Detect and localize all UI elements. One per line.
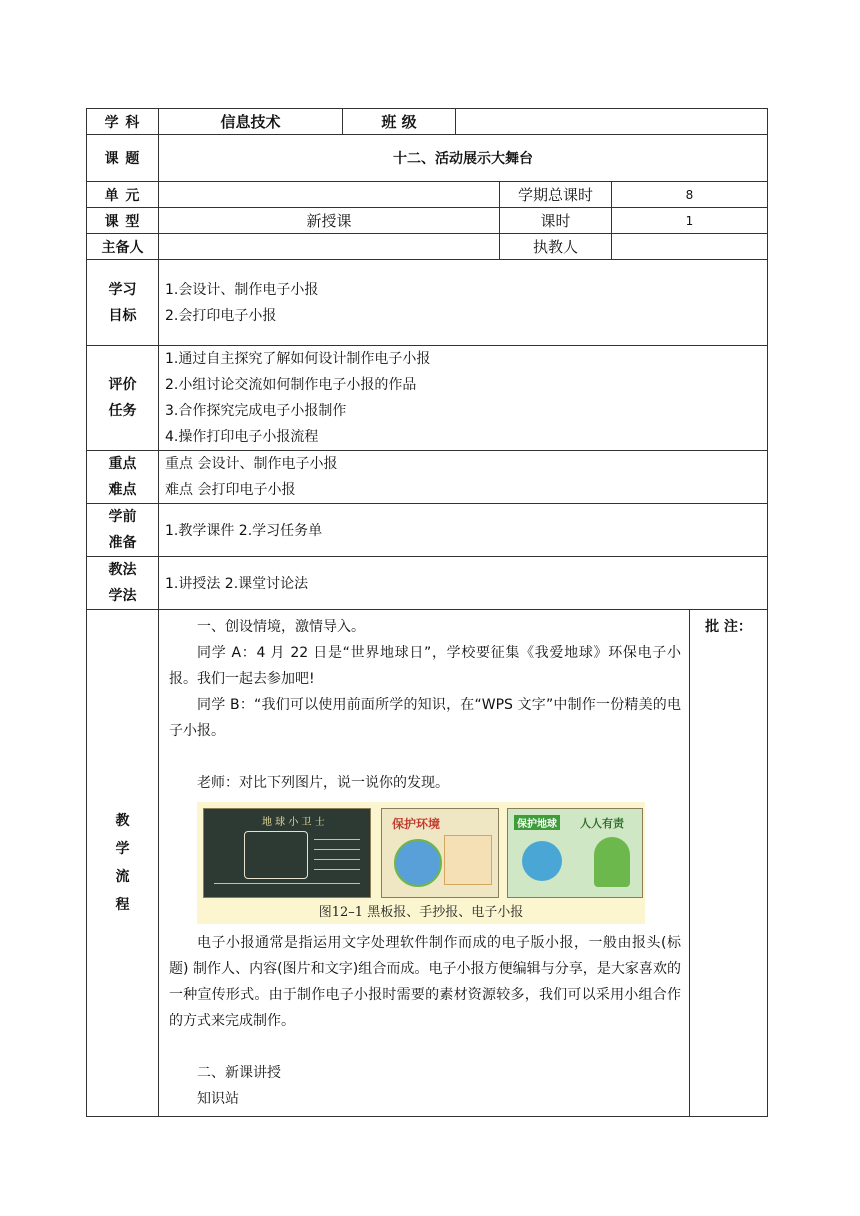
keypoint-item: 重点 会设计、制作电子小报 [165,456,338,472]
evaluation-item: 2.小组讨论交流如何制作电子小报的作品 [165,377,417,393]
tree-drawing [594,837,630,887]
preparer-label: 主备人 [87,234,159,260]
preparation-content: 1.教学课件 2.学习任务单 [159,504,768,557]
evaluation-item: 1.通过自主探究了解如何设计制作电子小报 [165,351,431,367]
process-paragraph: 二、新课讲授 [197,1065,281,1081]
preparation-label-line2: 准备 [108,535,137,551]
hours-label: 课时 [500,208,612,234]
process-paragraph: 一、创设情境，激情导入。 [197,619,365,635]
blackboard-newspaper-image [203,808,371,898]
goal-item: 1.会设计、制作电子小报 [165,281,319,298]
keypoints-content [159,451,768,504]
type-label: 课 型 [87,208,159,234]
keypoint-item: 难点 会打印电子小报 [165,482,296,498]
process-label-char: 流 [115,869,130,885]
book-drawing [244,831,308,879]
process-paragraph: 老师：对比下列图片，说一说你的发现。 [197,775,449,791]
goals-content [159,260,768,346]
blank-line [169,1034,681,1060]
notes-column [690,610,768,1117]
lesson-plan-sheet [86,108,767,1117]
figure-caption: 图12–1 黑板报、手抄报、电子小报 [318,905,524,920]
earth-drawing [522,841,562,881]
goals-label-line1: 学习 [108,281,137,298]
total-hours-value: 8 [612,182,768,208]
chalk-line [314,849,360,850]
topic-row [87,135,768,182]
handwritten-newspaper-image [381,808,499,898]
chalk-line [214,883,360,884]
keypoints-label [87,451,159,504]
chalk-line [314,869,360,870]
goals-label-line2: 目标 [108,307,137,324]
blank-line [169,744,681,770]
process-content [159,610,690,1117]
preparation-label [87,504,159,557]
keypoints-label-line2: 难点 [108,482,137,498]
unit-value [159,182,500,208]
subject-label: 学 科 [87,109,159,135]
teacher-label: 执教人 [500,234,612,260]
process-label [87,610,159,1117]
process-paragraph: 电子小报通常是指运用文字处理软件制作而成的电子版小报，一般由报头(标题) 制作人、内容(图片和文字)组合而成。电子小报方便编辑与分享，是大家喜欢的一种宣传形式。由于制作电子小报时需要的素材资源较多，我们可以采用小组合作的方式来完成制作。 [169,935,681,1029]
topic-label: 课 题 [87,135,159,182]
topic-value: 十二、活动展示大舞台 [159,135,768,182]
hours-value: 1 [612,208,768,234]
chalk-line [314,859,360,860]
type-value: 新授课 [159,208,500,234]
process-label-char: 学 [115,841,130,857]
preparer-value [159,234,500,260]
handwritten-title: 保护环境 [392,817,441,831]
notes-label: 批 注： [705,619,752,635]
globe-drawing [394,839,442,887]
preparer-row [87,234,768,260]
methods-label-line1: 教法 [108,562,137,578]
process-row [87,610,768,1117]
evaluation-label-line2: 任务 [108,403,137,419]
methods-label [87,557,159,610]
evaluation-content [159,346,768,451]
goals-row [87,260,768,346]
preparation-row [87,504,768,557]
process-label-char: 程 [115,897,130,913]
total-hours-label: 学期总课时 [500,182,612,208]
comparison-figure [197,802,645,924]
electronic-title-1: 保护地球 [514,815,560,830]
evaluation-item: 4.操作打印电子小报流程 [165,429,319,445]
lesson-plan-table [86,108,768,1117]
evaluation-item: 3.合作探究完成电子小报制作 [165,403,347,419]
process-paragraph: 知识站 [197,1091,239,1107]
class-value [456,109,768,135]
subject-value: 信息技术 [159,109,343,135]
process-label-char: 教 [115,813,130,829]
keypoints-row [87,451,768,504]
subject-row [87,109,768,135]
note-drawing [444,835,492,885]
teacher-value [612,234,768,260]
unit-label: 单 元 [87,182,159,208]
evaluation-label-line1: 评价 [108,377,137,393]
blackboard-title: 地 球 小 卫 士 [262,817,325,828]
evaluation-label [87,346,159,451]
preparation-label-line1: 学前 [108,509,137,525]
process-paragraph: 同学 A：4 月 22 日是“世界地球日”，学校要征集《我爱地球》环保电子小报。我们一起去参加吧! [169,645,681,687]
methods-content: 1.讲授法 2.课堂讨论法 [159,557,768,610]
methods-row [87,557,768,610]
goal-item: 2.会打印电子小报 [165,307,277,324]
electronic-title-2: 人人有责 [580,817,624,830]
methods-label-line2: 学法 [108,588,137,604]
electronic-newspaper-image [507,808,643,898]
unit-row [87,182,768,208]
process-paragraph: 同学 B：“我们可以使用前面所学的知识，在“WPS 文字”中制作一份精美的电子小报。 [169,697,681,739]
keypoints-label-line1: 重点 [108,456,137,472]
type-row [87,208,768,234]
evaluation-row [87,346,768,451]
chalk-line [314,839,360,840]
goals-label [87,260,159,346]
class-label: 班 级 [343,109,456,135]
